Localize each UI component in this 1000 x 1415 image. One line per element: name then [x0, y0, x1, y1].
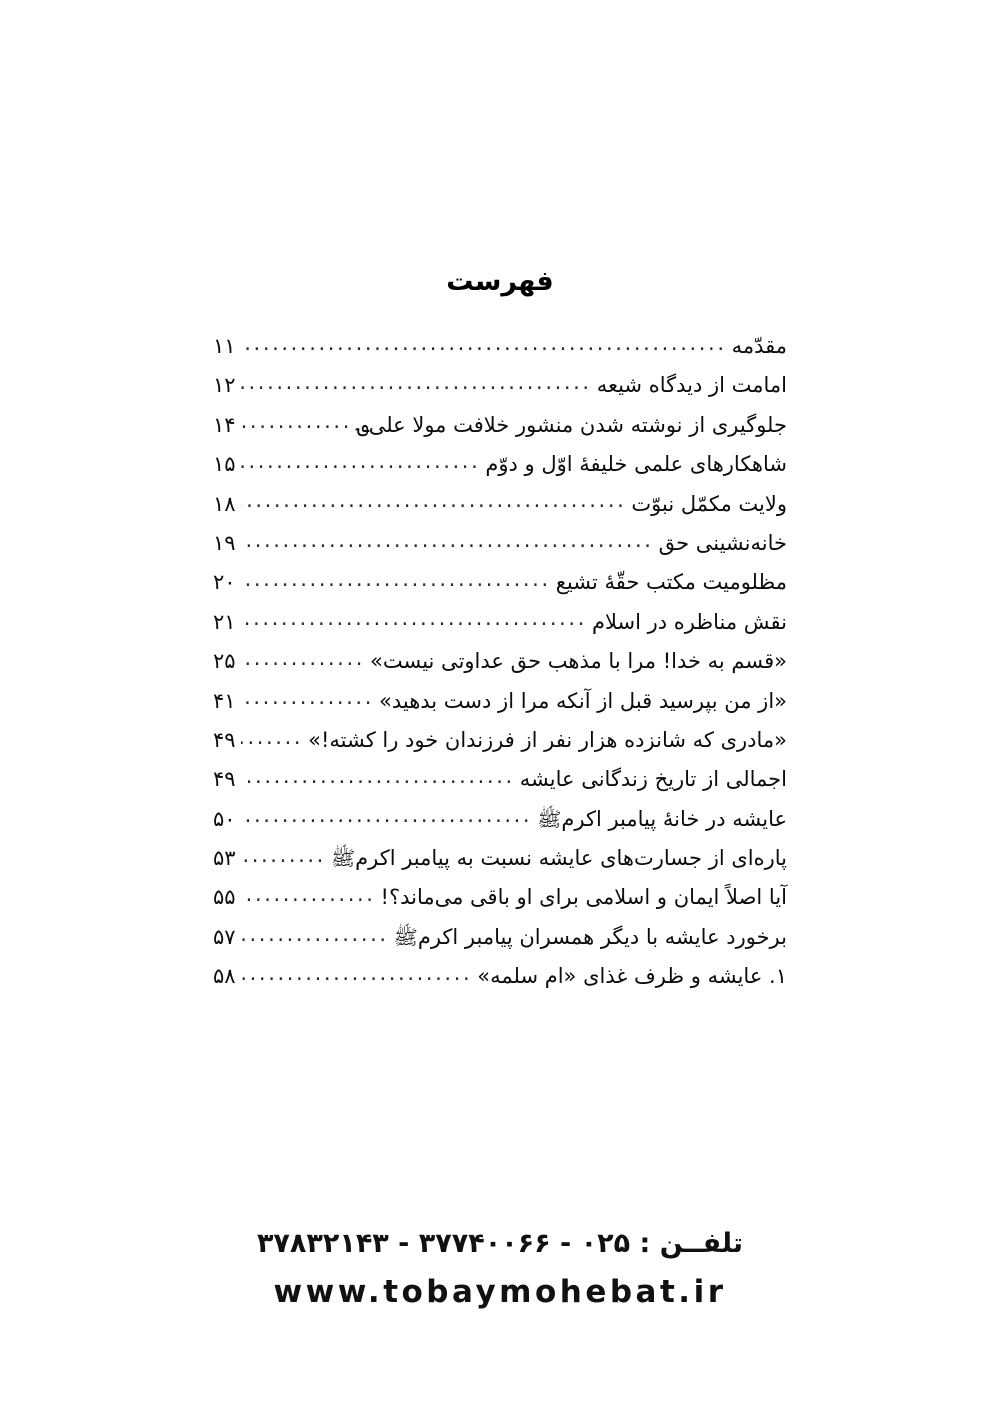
- dot-leader: [241, 573, 551, 589]
- footer-website: www.tobaymohebat.ir: [273, 1274, 727, 1310]
- toc-entry-page-number: ۱۵: [213, 452, 236, 477]
- toc-entry-label: ولایت مکمّل نبوّت: [631, 491, 787, 516]
- toc-entry[interactable]: [213, 845, 787, 884]
- toc-entry-page-number: ۴۹: [213, 767, 236, 792]
- page-title: فهرست: [446, 266, 554, 297]
- toc-entry-page-number: ۱۱: [213, 334, 236, 358]
- toc-entry-list: [213, 333, 787, 1003]
- honorific-icon: ﷺ: [537, 806, 562, 831]
- toc-entry[interactable]: [213, 884, 787, 923]
- toc-entry[interactable]: [213, 727, 787, 766]
- toc-entry-label: اجمالی از تاریخ زندگانی عایشه: [519, 767, 787, 792]
- toc-entry-label: جلوگیری از نوشته شدن منشور خلافت مولا علی: [368, 412, 787, 437]
- toc-entry-page-number: ۵۵: [213, 885, 236, 910]
- toc-entry[interactable]: [213, 412, 787, 451]
- toc-entry-label: «قسم به خدا! مرا با مذهب حق عداوتی نیست»: [370, 649, 787, 674]
- dot-leader: [241, 731, 304, 747]
- toc-entry[interactable]: [213, 963, 787, 1002]
- toc-entry-label: برخورد عایشه با دیگر همسران پیامبر اکرم: [417, 924, 787, 949]
- toc-entry[interactable]: [213, 372, 787, 411]
- dot-leader: [241, 534, 654, 550]
- toc-entry[interactable]: [213, 609, 787, 648]
- toc-entry-label: پاره‌ای از جسارت‌های عایشه نسبت به پیامبر اکرم: [355, 846, 787, 871]
- dot-leader: [241, 928, 389, 944]
- toc-entry[interactable]: [213, 766, 787, 805]
- toc-entry-page-number: ۱۸: [213, 491, 236, 516]
- toc-entry-label: آیا اصلاً ایمان و اسلامی برای او باقی می‌ماند؟!: [380, 885, 787, 910]
- toc-entry-page-number: ۱۹: [213, 530, 236, 555]
- toc-entry-page-number: ۲۵: [213, 649, 236, 674]
- toc-entry-label: مظلومیت مکتب حقّۀ تشیع: [555, 570, 787, 595]
- toc-entry-page-number: ۵۰: [213, 806, 236, 831]
- toc-entry-page-number: ۵۳: [213, 846, 236, 871]
- dot-leader: [241, 652, 365, 668]
- toc-entry[interactable]: [213, 688, 787, 727]
- dot-leader: [241, 495, 627, 511]
- dot-leader: [241, 337, 727, 353]
- toc-entry-page-number: ۲۱: [213, 609, 236, 634]
- toc-entry-page-number: ۱۲: [213, 373, 236, 398]
- dot-leader: [241, 770, 515, 786]
- toc-entry-label: خانه‌نشینی حق: [658, 530, 787, 555]
- toc-entry[interactable]: [213, 333, 787, 372]
- honorific-icon: ؈: [356, 412, 369, 437]
- toc-entry-page-number: ۵۷: [213, 924, 236, 949]
- toc-entry-label: «از من بپرسید قبل از آنکه مرا از دست بدهید»: [378, 688, 787, 713]
- toc-entry-label: نقش مناظره در اسلام: [591, 609, 787, 634]
- toc-entry[interactable]: [213, 451, 787, 490]
- dot-leader: [241, 376, 592, 392]
- toc-entry-label: شاهکارهای علمی خلیفۀ اوّل و دوّم: [485, 452, 787, 477]
- dot-leader: [241, 613, 587, 629]
- dot-leader: [241, 849, 326, 865]
- dot-leader: [241, 416, 352, 432]
- dot-leader: [241, 888, 376, 904]
- toc-entry[interactable]: [213, 491, 787, 530]
- dot-leader: [241, 810, 533, 826]
- dot-leader: [241, 692, 374, 708]
- toc-entry-label: ۱. عایشه و ظرف غذای «ام سلمه»: [477, 964, 787, 989]
- toc-entry[interactable]: [213, 569, 787, 608]
- dot-leader: [241, 967, 473, 983]
- toc-entry-page-number: ۵۸: [213, 964, 236, 989]
- toc-entry[interactable]: [213, 530, 787, 569]
- toc-entry[interactable]: [213, 648, 787, 687]
- toc-entry-page-number: ۲۰: [213, 570, 236, 595]
- toc-entry-label: مقدّمه: [731, 334, 787, 358]
- toc-entry-page-number: ۱۴: [213, 412, 236, 437]
- toc-entry-label: عایشه در خانۀ پیامبر اکرم: [561, 806, 787, 831]
- toc-entry-label: امامت از دیدگاه شیعه: [596, 373, 787, 398]
- toc-entry[interactable]: [213, 806, 787, 845]
- dot-leader: [241, 455, 481, 471]
- honorific-icon: ﷺ: [393, 924, 418, 949]
- toc-entry-page-number: ۴۹: [213, 727, 236, 752]
- toc-entry[interactable]: [213, 924, 787, 963]
- toc-entry-label: «مادری که شانزده هزار نفر از فرزندان خود را کشته!»: [308, 727, 787, 752]
- footer-phone: تلفــن : ۰۲۵ - ۳۷۷۴۰۰۶۶ - ۳۷۸۳۲۱۴۳: [256, 1228, 744, 1259]
- honorific-icon: ﷺ: [330, 846, 356, 871]
- toc-entry-page-number: ۴۱: [213, 688, 236, 713]
